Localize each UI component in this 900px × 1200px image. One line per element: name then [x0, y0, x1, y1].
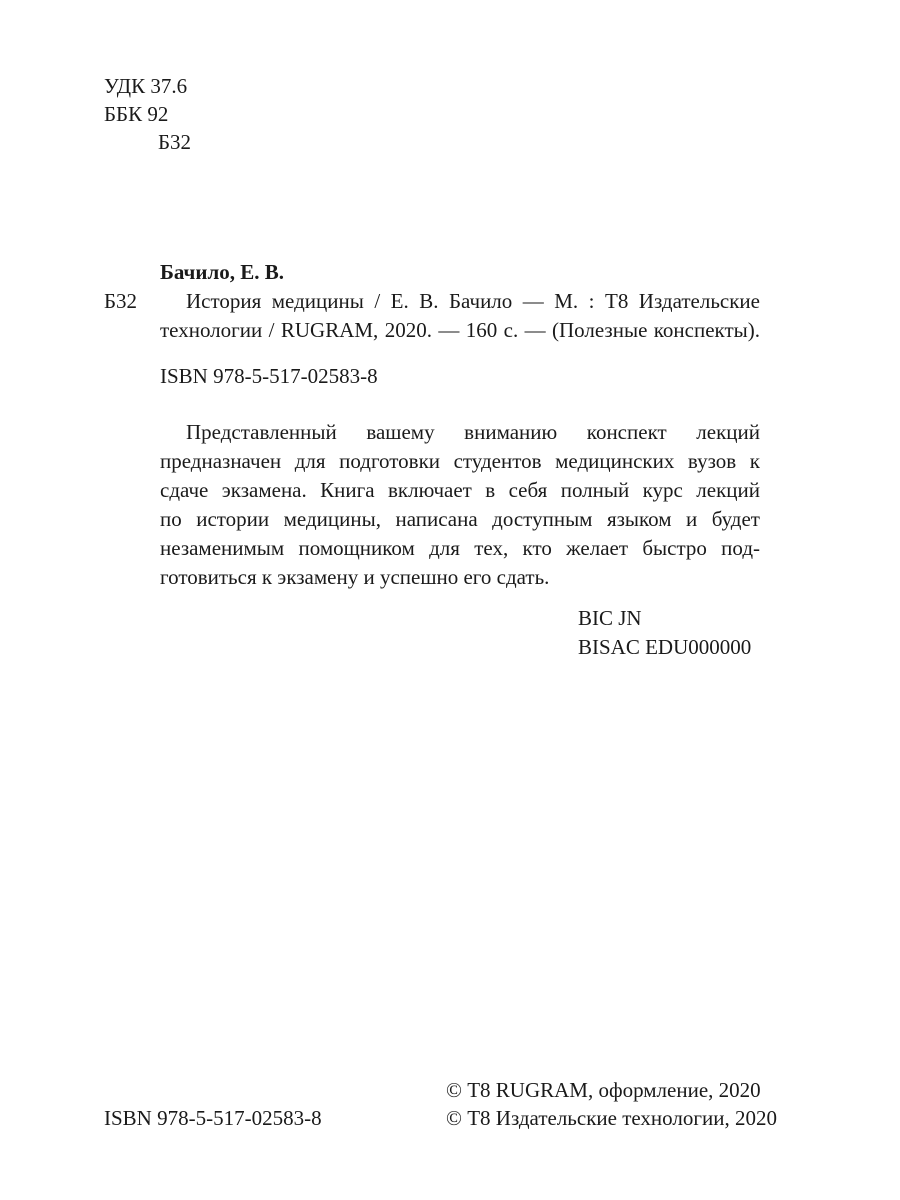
annotation-line: предназначен для подготовки студентов медицинских вузов к: [160, 449, 760, 473]
annotation-line: готовиться к экзамену и успешно его сдать.: [160, 565, 550, 589]
annotation-line: незаменимым помощником для тех, кто желает быстро под-: [160, 536, 760, 560]
bbk-index: ББК 92: [104, 102, 169, 126]
isbn-number: ISBN 978-5-517-02583-8: [160, 364, 378, 388]
annotation-line: сдаче экзамена. Книга включает в себя полный курс лекций: [160, 478, 760, 502]
bisac-code: BISAC EDU000000: [578, 635, 752, 659]
bibliographic-line: технологии / RUGRAM, 2020. — 160 с. — (Полезные конспекты).: [160, 318, 760, 342]
copyright-line: © Т8 Издательские технологии, 2020: [446, 1106, 777, 1130]
footer-isbn: ISBN 978-5-517-02583-8: [104, 1106, 322, 1130]
catalog-author-mark: Б32: [104, 289, 138, 313]
copyright-line: © Т8 RUGRAM, оформление, 2020: [446, 1078, 761, 1102]
udk-index: УДК 37.6: [104, 74, 188, 98]
annotation-line: Представленный вашему вниманию конспект лекций: [186, 420, 760, 444]
bic-code: BIC JN: [578, 606, 642, 630]
author-mark: Б32: [158, 130, 192, 154]
bibliographic-line: История медицины / Е. В. Бачило — М. : Т8 Издательские: [186, 289, 760, 313]
annotation-line: по истории медицины, написана доступным языком и будет: [160, 507, 760, 531]
author-name: Бачило, Е. В.: [160, 260, 285, 284]
